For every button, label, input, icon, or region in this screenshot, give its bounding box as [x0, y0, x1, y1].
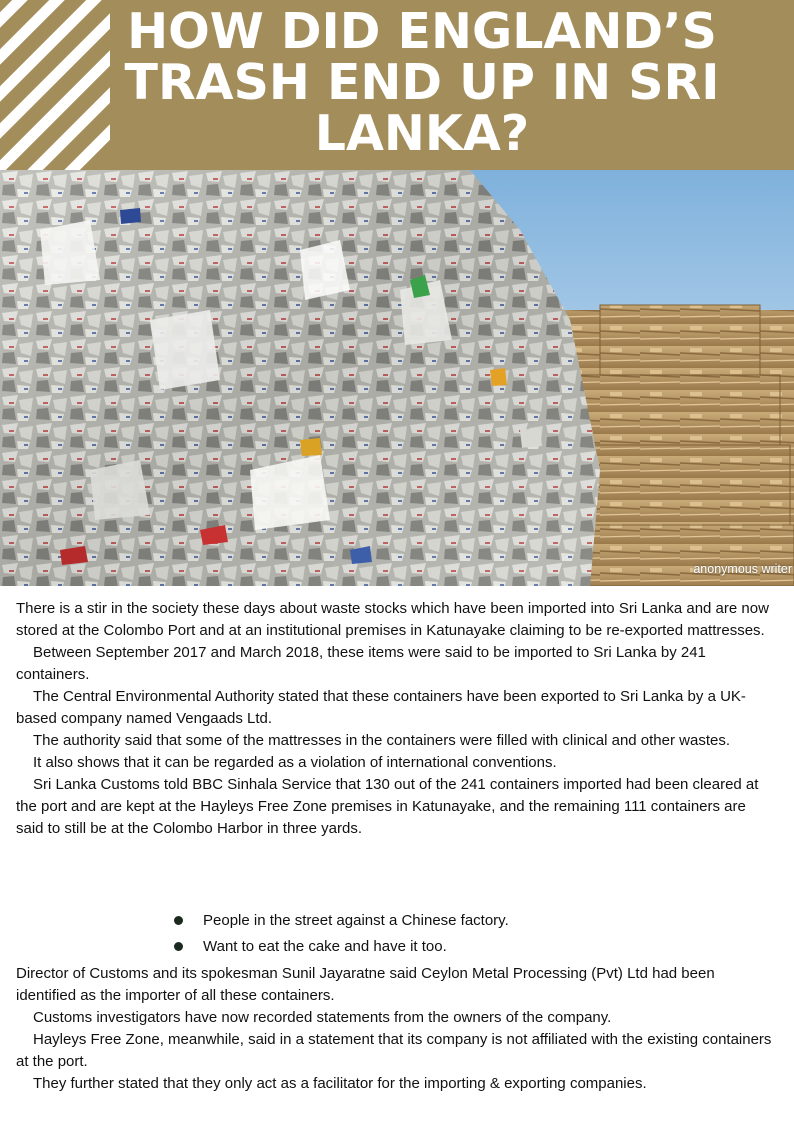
list-item-label: Want to eat the cake and have it too.: [203, 938, 447, 955]
paragraph: Sri Lanka Customs told BBC Sinhala Service that 130 out of the 241 containers imported had been cleared at the port and are kept at the Hayleys Free Zone premises in Katunayake, and the remaining 111 containers are said to still be at the Colombo Harbor in three yards.: [16, 776, 759, 837]
hero-photo-waste-bales: [0, 170, 794, 586]
paragraph: They further stated that they only act as a facilitator for the importing & exporting companies.: [33, 1075, 647, 1092]
related-links-list: [172, 908, 509, 960]
paragraph: Director of Customs and its spokesman Sunil Jayaratne said Ceylon Metal Processing (Pvt) Ltd had been identified as the importer of all these containers.: [16, 965, 715, 1004]
paragraph: The Central Environmental Authority stated that these containers have been exported to Sri Lanka by a UK-based company named Vengaads Ltd.: [16, 688, 746, 727]
diagonal-stripes-decoration: [0, 0, 110, 170]
bullet-dot-icon: [174, 942, 183, 951]
paragraph: Customs investigators have now recorded statements from the owners of the company.: [33, 1009, 612, 1026]
paragraph: There is a stir in the society these days about waste stocks which have been imported into Sri Lanka and are now stored at the Colombo Port and at an institutional premises in Katunayake claiming to be re-exported mattresses.: [16, 600, 769, 639]
page-title: HOW DID ENGLAND’S TRASH END UP IN SRI LANKA?: [124, 3, 720, 162]
photo-credit: anonymous writer: [693, 562, 792, 576]
article-body-bottom: [16, 963, 776, 1095]
paragraph: Between September 2017 and March 2018, these items were said to be imported to Sri Lanka by 241 containers.: [16, 644, 706, 683]
list-item[interactable]: [172, 934, 509, 960]
article-body-top: [16, 598, 776, 840]
paragraph: The authority said that some of the mattresses in the containers were filled with clinical and other wastes.: [33, 732, 731, 749]
paragraph: Hayleys Free Zone, meanwhile, said in a statement that its company is not affiliated with the existing containers at the port.: [16, 1031, 772, 1070]
header-banner: [0, 0, 794, 170]
paragraph: It also shows that it can be regarded as a violation of international conventions.: [33, 754, 557, 771]
list-item-label: People in the street against a Chinese factory.: [203, 912, 509, 929]
list-item[interactable]: [172, 908, 509, 934]
bullet-dot-icon: [174, 916, 183, 925]
waste-bales-illustration: [0, 170, 794, 586]
